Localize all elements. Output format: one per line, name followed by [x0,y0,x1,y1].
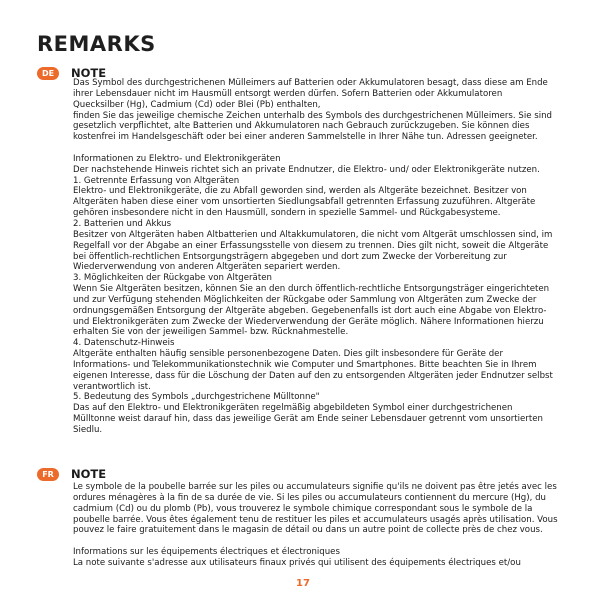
section-header-fr [37,467,106,481]
body-text-line: finden Sie das jeweilige chemische Zeichen unterhalb des Symbols des durchgestrichenen Mülleimers. Sie sind [73,110,552,121]
page-title: REMARKS [37,32,156,56]
body-text-line: Siedlu. [73,425,103,435]
body-text-line: poubelle barrée. Vous êtes également tenu de restituer les piles et accumulateurs usagés après utilisation. Vous [73,514,558,525]
body-text-line: Altgeräte enthalten häufig sensible personenbezogene Daten. Dies gilt insbesondere für Geräte der [73,349,503,360]
body-text-line: gehören insbesondere nicht in den Hausmüll, sondern in spezielle Sammel- und Rückgabesysteme. [73,208,501,219]
body-text-line: Informationen zu Elektro- und Elektronikgeräten [73,153,281,164]
body-text-line: Das auf den Elektro- und Elektronikgeräten regelmäßig abgebildeten Symbol einer durchgestrichenen [73,403,513,414]
page-number: 17 [296,578,310,589]
body-text-line: ordnungsgemäßen Entsorgung der Altgeräte abgeben. Gegebenenfalls ist dort auch eine Abgabe von Elektro- [73,305,547,316]
body-text-line: Der nachstehende Hinweis richtet sich an private Endnutzer, die Elektro- und/ oder Elektronikgeräte nutzen. [73,164,540,175]
body-text-line: 1. Getrennte Erfassung von Altgeräten [73,175,240,186]
body-text-line: und Elektronikgeräten zum Zwecke der Wiederverwendung der Geräte möglich. Nähere Informationen hierzu [73,316,544,327]
body-text-line: eigenen Interesse, dass für die Löschung der Daten auf den zu entsorgenden Altgeräten jeder Endnutzer selbst [73,370,553,381]
note-heading-fr: NOTE [71,467,107,481]
body-text-line: Regelfall vor der Abgabe an einer Erfassungsstelle von diesem zu trennen. Dies gilt nicht, soweit die Altgeräte [73,240,549,251]
body-text-line: Besitzer von Altgeräten haben Altbatterien und Altakkumulatoren, die nicht vom Altgerät umschlossen sind, im [73,229,553,240]
body-text-line: ihrer Lebensdauer nicht im Hausmüll entsorgt werden dürfen. Sofern Batterien oder Akkumulatoren [73,88,503,99]
body-text-line: pouvez le faire gratuitement dans le magasin de détail ou dans un autre point de collecte près de chez vous. [73,525,543,536]
body-text-line: Wiederverwendung von anderen Altgeräten separiert werden. [73,262,341,273]
body-text-line: 3. Möglichkeiten der Rückgabe von Altgeräten [73,273,272,284]
body-text-line: ordures ménagères à la fin de sa durée de vie. Si les piles ou accumulateurs contiennent du mercure (Hg), du [73,492,546,503]
body-text-line: 4. Datenschutz-Hinweis [73,338,175,349]
body-text-line: Informations sur les équipements électriques et électroniques [73,547,340,558]
body-text-line: gesetzlich verpflichtet, alte Batterien und Akkumulatoren nach Gebrauch zurückzugeben. Sie können dies [73,121,530,132]
body-text-line: Mülltonne weist darauf hin, dass das jeweilige Gerät am Ende seiner Lebensdauer getrennt vom unsortierten [73,414,543,425]
body-text-line: Das Symbol des durchgestrichenen Mülleimers auf Batterien oder Akkumulatoren besagt, dass diese am Ende [73,78,548,88]
body-text-line: Le symbole de la poubelle barrée sur les piles ou accumulateurs signifie qu'ils ne doivent pas être jetés avec les [73,482,557,492]
body-text-line: verantwortlich ist. [73,381,151,392]
body-text-line: Altgeräten haben diese einer vom unsortierten Siedlungsabfall getrennten Erfassung zuzuführen. Altgeräte [73,197,536,208]
paragraph-gap [73,143,573,154]
body-text-line: 5. Bedeutung des Symbols „durchgestrichene Mülltonne" [73,392,320,403]
section-body-fr [73,482,573,569]
body-text-line: bei öffentlich-rechtlichen Entsorgungsträgern abgegeben und dort zum Zwecke der Vorbereitung zur [73,251,507,262]
body-text-line: Elektro- und Elektronikgeräte, die zu Abfall geworden sind, werden als Altgeräte bezeichnet. Besitzer von [73,186,527,197]
body-text-line: La note suivante s'adresse aux utilisateurs finaux privés qui utilisent des équipements électriques et/ou [73,557,521,568]
section-body-de [73,78,573,436]
body-text-line: 2. Batterien und Akkus [73,218,172,229]
language-badge-de: DE [37,67,59,80]
note-heading-de: NOTE [71,66,107,80]
body-text-line: Informations- und Telekommunikationstechnik wie Computer und Smartphones. Bitte beachten Sie in Ihrem [73,359,537,370]
body-text-line: cadmium (Cd) ou du plomb (Pb), vous trouverez le symbole chimique correspondant sous le symbole de la [73,503,533,514]
body-text-line: und zur Verfügung stehenden Möglichkeiten der Rückgabe oder Sammlung von Altgeräten zum Zwecke der [73,294,537,305]
paragraph-gap [73,536,573,547]
body-text-line: kostenfrei im Handelsgeschäft oder bei einer anderen Sammelstelle in Ihrer Nähe tun. Adressen geeigneter. [73,132,538,143]
body-text-line: erhalten Sie von der jeweiligen Sammel- bzw. Rücknahmestelle. [73,327,349,338]
language-badge-fr: FR [37,468,59,481]
body-text-line: Quecksilber (Hg), Cadmium (Cd) oder Blei (Pb) enthalten, [73,99,321,110]
body-text-line: Wenn Sie Altgeräten besitzen, können Sie an den durch öffentlich-rechtliche Entsorgungsträger eingerichteten [73,284,550,295]
